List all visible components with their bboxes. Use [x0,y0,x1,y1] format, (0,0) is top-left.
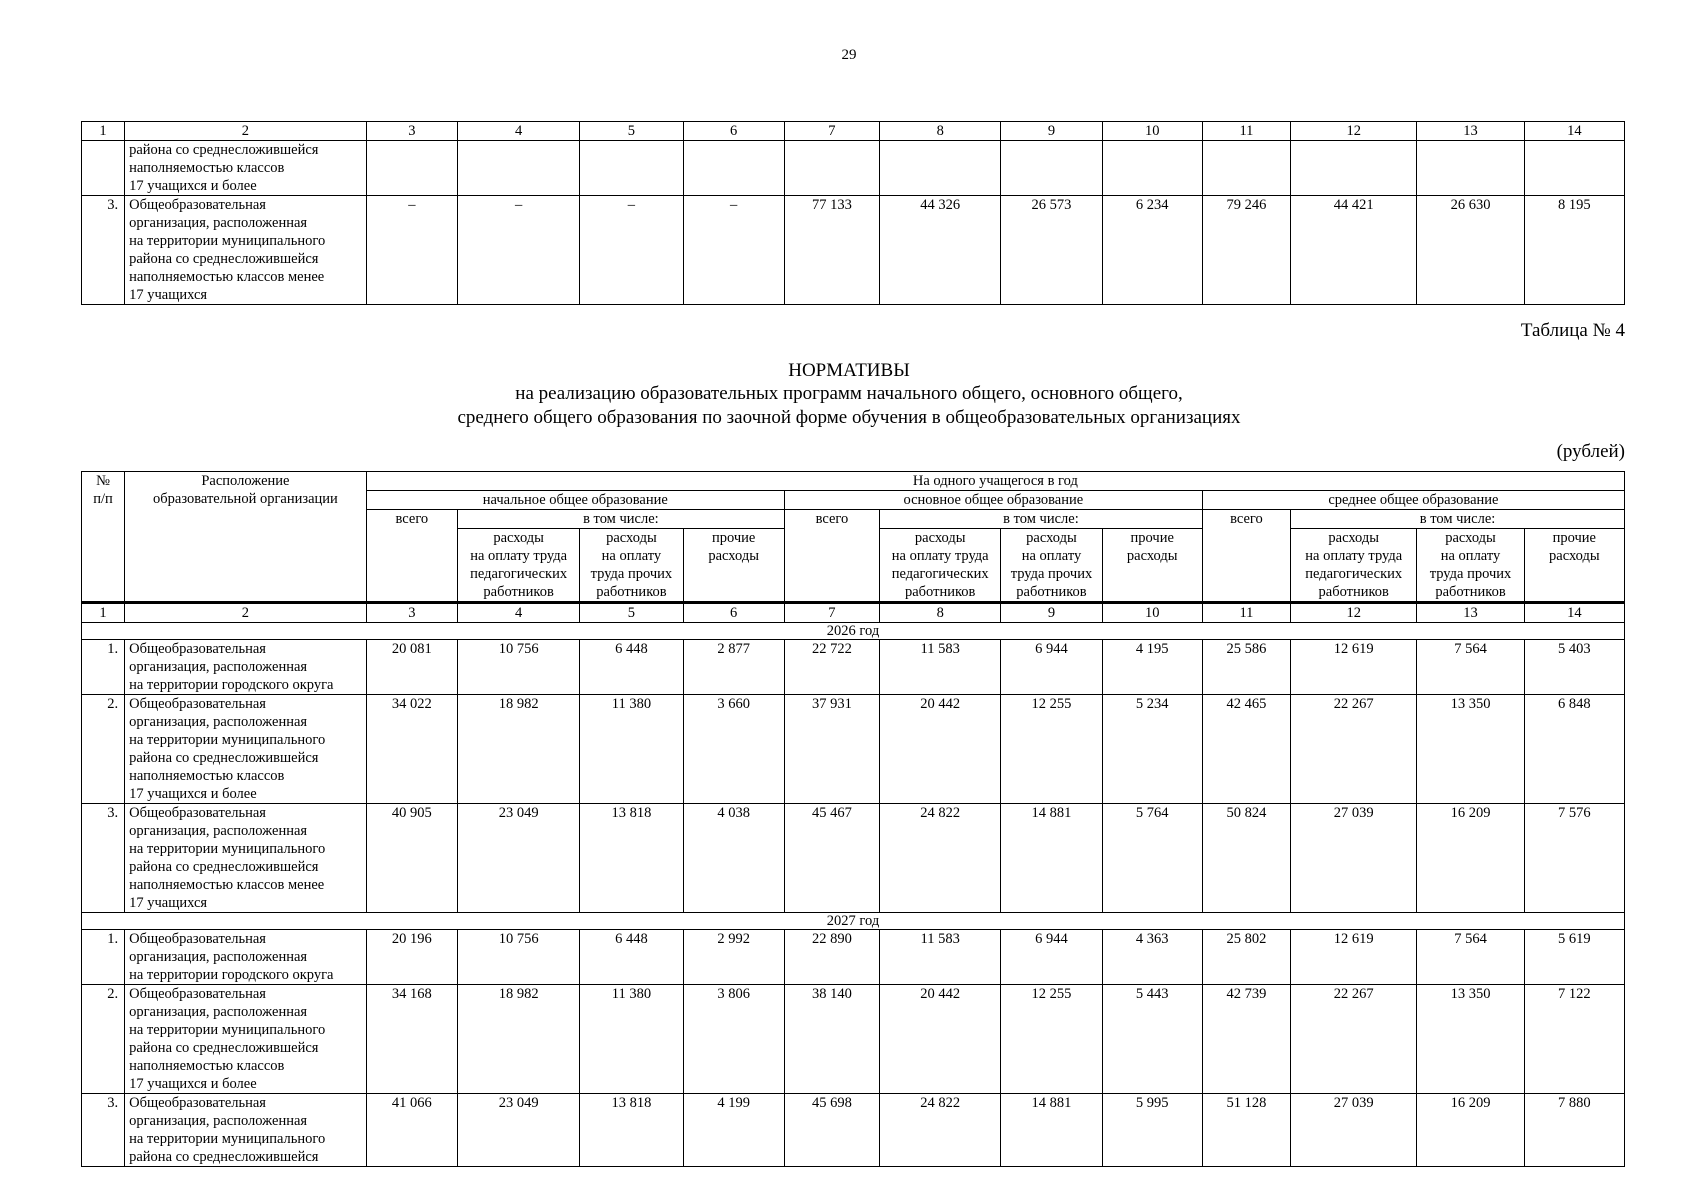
header-other-salary [1417,529,1524,603]
value-cell: 7 122 [1524,985,1624,1094]
year-row [82,623,1625,640]
row-number: 3. [82,196,125,305]
col-number: 4 [457,603,579,623]
value-cell: 6 448 [580,930,683,985]
org-name-line: Общеобразовательная [129,1095,266,1111]
col-number: 8 [880,603,1001,623]
header-subcolumn-line: педагогических [1305,566,1403,582]
value-cell [1202,141,1290,196]
col-number: 10 [1102,122,1202,141]
col-number: 14 [1524,603,1624,623]
value-cell: 6 448 [580,640,683,695]
org-name-line: Общеобразовательная [129,931,266,947]
value-cell: 2 877 [683,640,784,695]
org-name-line: организация, расположенная [129,1113,308,1129]
header-subcolumn-line: прочие [1552,530,1596,546]
header-other-expenses [683,529,784,603]
col-number: 5 [580,603,683,623]
org-name-line: Общеобразовательная [129,986,266,1002]
value-cell: 12 255 [1001,985,1102,1094]
header-num [82,472,125,603]
value-cell: 42 465 [1202,695,1290,804]
year-label: 2026 год [82,623,1625,640]
header-num-line: № [96,473,110,489]
value-cell: 3 660 [683,695,784,804]
row-number: 3. [82,804,125,913]
value-cell [683,141,784,196]
value-cell: 5 403 [1524,640,1624,695]
value-cell: 16 209 [1417,1094,1524,1167]
value-cell: 5 443 [1102,985,1202,1094]
value-cell: 14 881 [1001,1094,1102,1167]
header-other-expenses [1524,529,1624,603]
value-cell: 13 818 [580,804,683,913]
org-name-line: на территории муниципального [129,1131,326,1147]
row-number [82,141,125,196]
value-cell: 7 564 [1417,640,1524,695]
org-name-line: наполняемостью классов [129,1058,285,1074]
header-subcolumn-line: работников [904,584,976,600]
org-name-line: района со среднесложившейся [129,1040,319,1056]
value-cell: 2 992 [683,930,784,985]
continuation-body [82,122,1625,305]
value-cell: 51 128 [1202,1094,1290,1167]
org-name-line: наполняемостью классов менее [129,269,325,285]
value-cell: 37 931 [784,695,879,804]
value-cell: 13 350 [1417,695,1524,804]
value-cell: 27 039 [1291,804,1417,913]
value-cell: 41 066 [366,1094,457,1167]
org-name-line: организация, расположенная [129,215,308,231]
header-subcolumn-line: труда прочих [1429,566,1512,582]
org-location [125,695,367,804]
value-cell [1291,141,1417,196]
header-subcolumn-line: на оплату [1021,548,1082,564]
header-subcolumn-line: на оплату труда [1305,548,1403,564]
header-level-basic: основное общее образование [784,491,1202,510]
header-ped-salary [1291,529,1417,603]
header-including: в том числе: [457,510,784,529]
value-cell: 79 246 [1202,196,1290,305]
value-cell: 10 756 [457,930,579,985]
org-name-line: наполняемостью классов [129,768,285,784]
header-subcolumn-line: педагогических [470,566,568,582]
unit-label: (рублей) [1556,441,1625,462]
col-number: 11 [1202,122,1290,141]
value-cell [457,141,579,196]
col-number: 7 [784,122,879,141]
value-cell: 11 380 [580,695,683,804]
org-name-line: Общеобразовательная [129,805,266,821]
header-subcolumn-line: расходы [606,530,657,546]
value-cell [880,141,1001,196]
value-cell [1001,141,1102,196]
table-row [82,804,1625,913]
header-subcolumn-line: труда прочих [590,566,673,582]
header-subcolumn-line: расходы [1549,548,1600,564]
title-line-2: среднего общего образования по заочной форме обучения в общеобразовательных организациях [457,407,1241,428]
table-row [82,1094,1625,1167]
row-number: 1. [82,930,125,985]
column-number-row [82,603,1625,623]
col-number: 2 [125,603,367,623]
org-location [125,804,367,913]
header-subcolumn-line: расходы [493,530,544,546]
header-location-line: Расположение [201,473,290,489]
header-row [82,472,1625,491]
value-cell [366,141,457,196]
header-other-salary [580,529,683,603]
value-cell: 34 168 [366,985,457,1094]
org-location [125,141,367,196]
col-number: 13 [1417,603,1524,623]
value-cell [1524,141,1624,196]
header-level-primary: начальное общее образование [366,491,784,510]
value-cell: – [683,196,784,305]
header-other-expenses [1102,529,1202,603]
value-cell: 3 806 [683,985,784,1094]
org-name-line: района со среднесложившейся [129,859,319,875]
table-label: Таблица № 4 [1520,320,1625,341]
org-location [125,1094,367,1167]
value-cell: 18 982 [457,985,579,1094]
value-cell: 22 267 [1291,695,1417,804]
col-number: 7 [784,603,879,623]
header-subcolumn-line: расходы [1126,548,1178,564]
header-subcolumn-line: педагогических [891,566,989,582]
value-cell: 45 467 [784,804,879,913]
org-name-line: организация, расположенная [129,659,308,675]
value-cell: 77 133 [784,196,879,305]
value-cell: 6 944 [1001,930,1102,985]
value-cell: 7 576 [1524,804,1624,913]
value-cell: 5 995 [1102,1094,1202,1167]
header-subcolumn-line: на оплату труда [470,548,568,564]
value-cell: 20 196 [366,930,457,985]
col-number: 10 [1102,603,1202,623]
org-name-line: на территории городского округа [129,677,334,693]
value-cell: 6 944 [1001,640,1102,695]
org-name-line: 17 учащихся и более [129,786,257,802]
org-location [125,985,367,1094]
col-number: 11 [1202,603,1290,623]
col-number: 1 [82,122,125,141]
table-row [82,985,1625,1094]
value-cell: 5 764 [1102,804,1202,913]
value-cell: 22 890 [784,930,879,985]
header-subcolumn-line: работников [1016,584,1087,600]
org-name-line: 17 учащихся и более [129,1076,257,1092]
value-cell: 44 421 [1291,196,1417,305]
row-number: 2. [82,695,125,804]
value-cell: 18 982 [457,695,579,804]
value-cell: 7 880 [1524,1094,1624,1167]
col-number: 2 [125,122,367,141]
value-cell: 10 756 [457,640,579,695]
org-location [125,930,367,985]
header-subcolumn-line: работников [1435,584,1506,600]
org-name-line: 17 учащихся [129,287,208,303]
org-location [125,640,367,695]
value-cell: 4 038 [683,804,784,913]
header-location [125,472,367,603]
value-cell: 12 619 [1291,930,1417,985]
value-cell: 4 199 [683,1094,784,1167]
org-name-line: района со среднесложившейся [129,1149,319,1165]
header-num-line: п/п [93,491,113,507]
value-cell: 50 824 [1202,804,1290,913]
org-name-line: района со среднесложившейся [129,251,319,267]
header-other-salary [1001,529,1102,603]
header-subcolumn-line: на оплату [1440,548,1501,564]
value-cell: 11 583 [880,930,1001,985]
org-name-line: 17 учащихся [129,895,208,911]
header-subcolumn-line: расходы [1445,530,1496,546]
value-cell: 40 905 [366,804,457,913]
value-cell: 44 326 [880,196,1001,305]
header-including: в том числе: [1291,510,1625,529]
value-cell: 24 822 [880,1094,1001,1167]
header-total: всего [784,510,879,603]
value-cell: – [580,196,683,305]
value-cell: 12 619 [1291,640,1417,695]
value-cell: 26 573 [1001,196,1102,305]
value-cell [784,141,879,196]
col-number: 3 [366,603,457,623]
value-cell: 12 255 [1001,695,1102,804]
org-name-line: организация, расположенная [129,1004,308,1020]
org-name-line: на территории городского округа [129,967,334,983]
value-cell: 42 739 [1202,985,1290,1094]
value-cell: 25 802 [1202,930,1290,985]
value-cell: 20 081 [366,640,457,695]
value-cell: 20 442 [880,695,1001,804]
value-cell: 23 049 [457,804,579,913]
value-cell: 4 363 [1102,930,1202,985]
value-cell: 5 234 [1102,695,1202,804]
value-cell: 5 619 [1524,930,1624,985]
standards-body [82,472,1625,1167]
value-cell: 7 564 [1417,930,1524,985]
header-including: в том числе: [880,510,1203,529]
header-subcolumn-line: прочие [711,530,756,546]
value-cell: 27 039 [1291,1094,1417,1167]
header-subcolumn-line: расходы [1026,530,1077,546]
header-subcolumn-line: работников [596,584,667,600]
org-name-line: на территории муниципального [129,732,326,748]
value-cell: 8 195 [1524,196,1624,305]
table-row [82,196,1625,305]
col-number: 1 [82,603,125,623]
value-cell: 13 350 [1417,985,1524,1094]
header-subcolumn-line: расходы [708,548,759,564]
header-subcolumn-line: труда прочих [1010,566,1093,582]
value-cell: 34 022 [366,695,457,804]
row-number: 2. [82,985,125,1094]
header-total: всего [366,510,457,603]
col-number: 13 [1417,122,1524,141]
org-name-line: Общеобразовательная [129,696,266,712]
value-cell: 16 209 [1417,804,1524,913]
col-number: 3 [366,122,457,141]
value-cell: 11 583 [880,640,1001,695]
col-number: 9 [1001,122,1102,141]
year-row [82,913,1625,930]
standards-table [81,471,1625,1167]
header-ped-salary [457,529,579,603]
table-row [82,695,1625,804]
org-name-line: наполняемостью классов менее [129,877,325,893]
col-number: 4 [457,122,579,141]
value-cell: – [366,196,457,305]
org-name-line: организация, расположенная [129,714,308,730]
org-location [125,196,367,305]
value-cell: 22 722 [784,640,879,695]
org-name-line: на территории муниципального [129,1022,326,1038]
col-number: 12 [1291,603,1417,623]
row-number: 3. [82,1094,125,1167]
value-cell: 4 195 [1102,640,1202,695]
org-name-line: 17 учащихся и более [129,178,257,194]
value-cell: 6 848 [1524,695,1624,804]
row-number: 1. [82,640,125,695]
org-name-line: Общеобразовательная [129,641,266,657]
value-cell: 25 586 [1202,640,1290,695]
org-name-line: наполняемостью классов [129,160,285,176]
header-subcolumn-line: на оплату труда [891,548,989,564]
table-row [82,640,1625,695]
page-number: 29 [841,47,857,63]
col-number: 12 [1291,122,1417,141]
header-total: всего [1202,510,1290,603]
header-subcolumn-line: работников [483,584,554,600]
value-cell: 6 234 [1102,196,1202,305]
col-number: 6 [683,603,784,623]
header-subcolumn-line: прочие [1130,530,1174,546]
title-main: НОРМАТИВЫ [788,360,910,381]
value-cell: 23 049 [457,1094,579,1167]
column-number-row [82,122,1625,141]
header-location-line: образовательной организации [153,491,338,507]
col-number: 8 [880,122,1001,141]
year-label: 2027 год [82,913,1625,930]
org-name-line: на территории муниципального [129,841,326,857]
org-name-line: Общеобразовательная [129,197,266,213]
value-cell: 24 822 [880,804,1001,913]
value-cell: 13 818 [580,1094,683,1167]
value-cell: 20 442 [880,985,1001,1094]
title-block [0,360,1698,430]
table-row [82,930,1625,985]
org-name-line: на территории муниципального [129,233,326,249]
value-cell [580,141,683,196]
continuation-table [81,121,1625,305]
header-subcolumn-line: работников [1318,584,1389,600]
value-cell: 38 140 [784,985,879,1094]
org-name-line: района со среднесложившейся [129,142,319,158]
header-level-secondary: среднее общее образование [1202,491,1624,510]
value-cell: 45 698 [784,1094,879,1167]
header-ped-salary [880,529,1001,603]
value-cell: 11 380 [580,985,683,1094]
header-subcolumn-line: на оплату [601,548,662,564]
table-row [82,141,1625,196]
col-number: 6 [683,122,784,141]
col-number: 9 [1001,603,1102,623]
value-cell: 26 630 [1417,196,1524,305]
value-cell [1417,141,1524,196]
title-line-1: на реализацию образовательных программ начального общего, основного общего, [515,383,1183,404]
value-cell: – [457,196,579,305]
org-name-line: района со среднесложившейся [129,750,319,766]
value-cell: 22 267 [1291,985,1417,1094]
org-name-line: организация, расположенная [129,949,308,965]
header-per-student: На одного учащегося в год [366,472,1624,491]
org-name-line: организация, расположенная [129,823,308,839]
value-cell [1102,141,1202,196]
value-cell: 14 881 [1001,804,1102,913]
header-subcolumn-line: расходы [1328,530,1380,546]
col-number: 5 [580,122,683,141]
col-number: 14 [1524,122,1624,141]
header-subcolumn-line: расходы [914,530,966,546]
